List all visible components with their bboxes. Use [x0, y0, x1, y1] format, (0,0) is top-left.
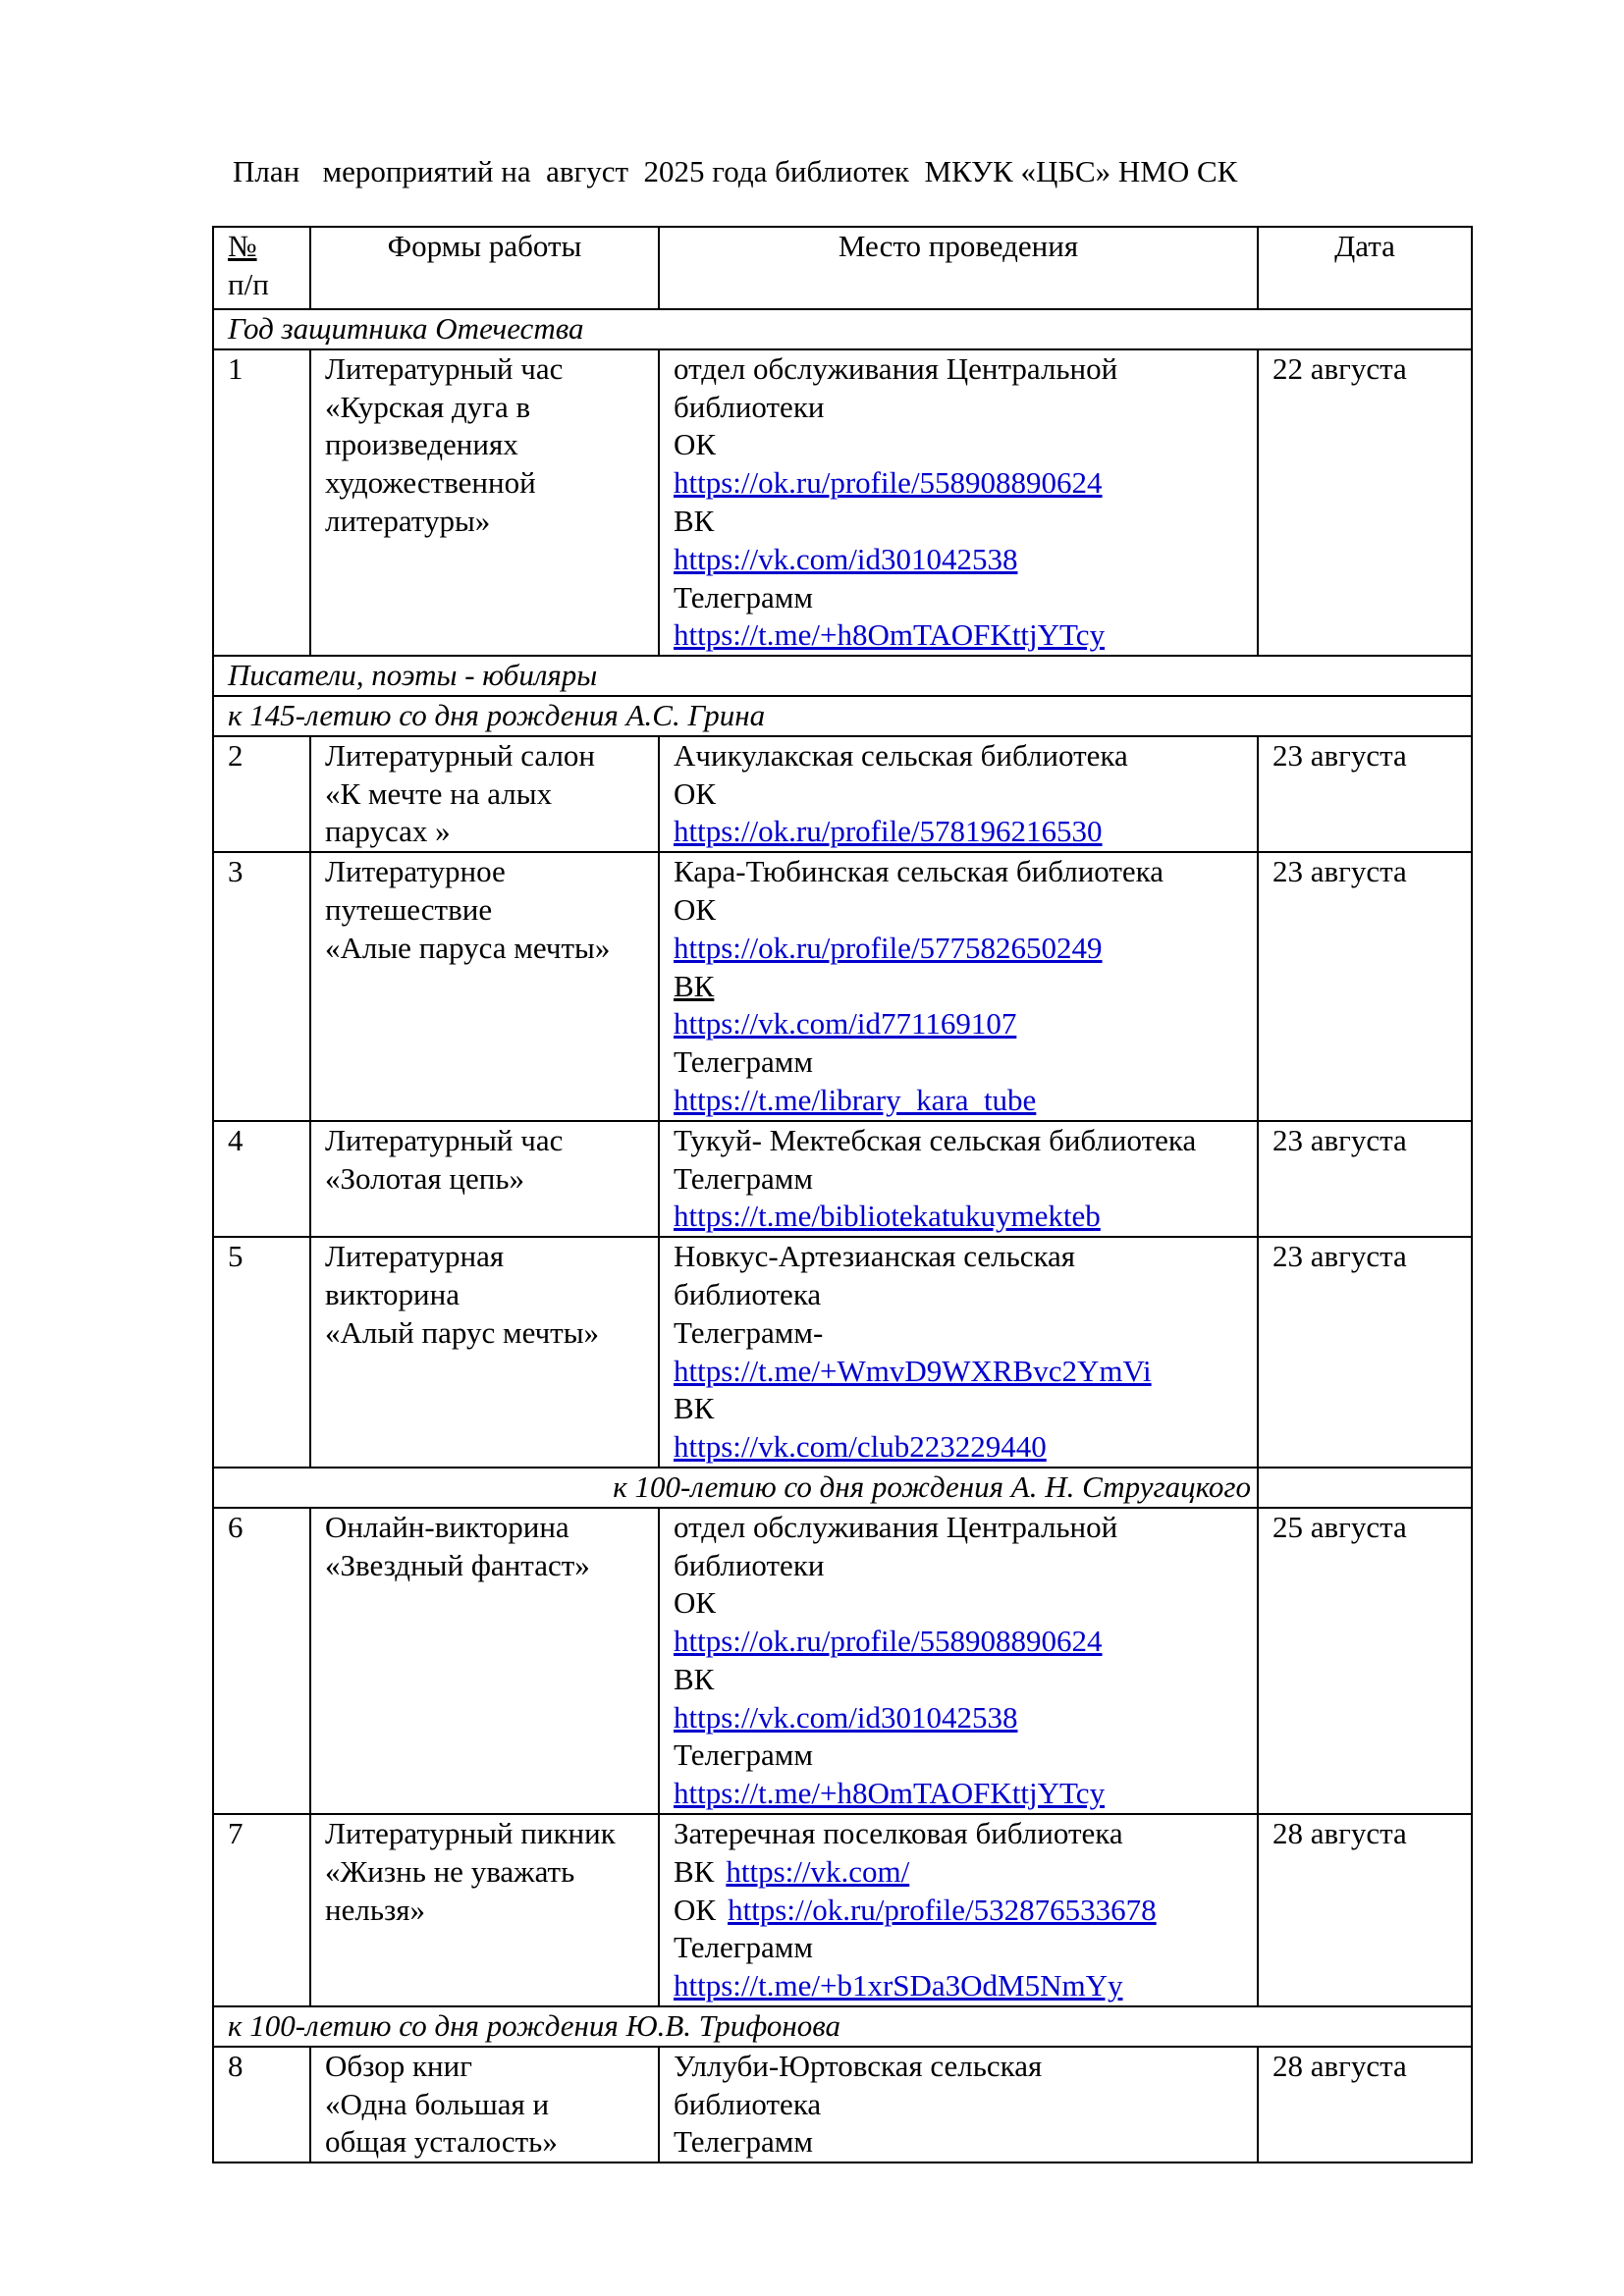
- section-title: к 145-летию со дня рождения А.С. Грина: [213, 696, 1472, 736]
- vk-label: ВК: [674, 1661, 715, 1696]
- telegram-label: Телеграмм: [674, 1930, 813, 1965]
- row-number: 3: [213, 852, 310, 1121]
- row-place: [659, 349, 1258, 656]
- row-date: 28 августа: [1258, 2047, 1472, 2163]
- table-row: [213, 1121, 1472, 1237]
- telegram-label: Телеграмм: [674, 2124, 813, 2160]
- forms-line: «Одна большая и: [325, 2086, 550, 2121]
- forms-line: парусах »: [325, 814, 451, 849]
- row-forms: [310, 349, 659, 656]
- place-line: Новкус-Артезианская сельская: [674, 1239, 1076, 1274]
- row-date: 23 августа: [1258, 736, 1472, 852]
- header-number: [213, 227, 310, 309]
- ok-link[interactable]: https://ok.ru/profile/577582650249: [674, 930, 1103, 965]
- row-number: 7: [213, 1814, 310, 2006]
- section-row: [213, 2006, 1472, 2047]
- place-line: Тукуй- Мектебская сельская библиотека: [674, 1122, 1197, 1157]
- section-empty-date-cell: [1258, 1468, 1472, 1508]
- section-row: [213, 656, 1472, 696]
- place-line: Кара-Тюбинская сельская библиотека: [674, 854, 1164, 889]
- table-row: [213, 1814, 1472, 2006]
- section-title: к 100-летию со дня рождения А. Н. Стругацкого: [213, 1468, 1258, 1508]
- telegram-label: Телеграмм: [674, 1044, 813, 1080]
- section-title: Год защитника Отечества: [213, 309, 1472, 349]
- row-date: 28 августа: [1258, 1814, 1472, 2006]
- forms-line: путешествие: [325, 891, 493, 927]
- place-line: Затеречная поселковая библиотека: [674, 1816, 1123, 1851]
- table-row: [213, 1237, 1472, 1468]
- table-row: [213, 1508, 1472, 1814]
- telegram-label: Телеграмм: [674, 1160, 813, 1196]
- telegram-link[interactable]: https://t.me/library_kara_tube: [674, 1082, 1037, 1117]
- row-date: 23 августа: [1258, 1237, 1472, 1468]
- row-forms: [310, 1508, 659, 1814]
- vk-label: ВК: [674, 968, 715, 1003]
- row-number: 5: [213, 1237, 310, 1468]
- row-forms: [310, 1814, 659, 2006]
- forms-line: «К мечте на алых: [325, 775, 553, 811]
- forms-line: Литературный пикник: [325, 1816, 616, 1851]
- row-number: 6: [213, 1508, 310, 1814]
- row-number: 8: [213, 2047, 310, 2163]
- table-row: [213, 736, 1472, 852]
- place-line: Уллуби-Юртовская сельская: [674, 2048, 1043, 2083]
- section-row: [213, 1468, 1472, 1508]
- section-title: к 100-летию со дня рождения Ю.В. Трифонова: [213, 2006, 1472, 2047]
- vk-label: ВК: [674, 503, 715, 538]
- row-place: [659, 736, 1258, 852]
- forms-line: «Курская дуга в: [325, 389, 531, 424]
- telegram-link[interactable]: https://t.me/+h8OmTAOFKttjYTcy: [674, 1776, 1106, 1811]
- forms-line: общая усталость»: [325, 2124, 558, 2160]
- place-line: отдел обслуживания Центральной: [674, 1509, 1118, 1544]
- ok-label: ОК: [674, 891, 717, 927]
- forms-line: «Алые паруса мечты»: [325, 930, 611, 965]
- row-number: 2: [213, 736, 310, 852]
- row-place: [659, 1814, 1258, 2006]
- telegram-link[interactable]: https://t.me/+WmvD9WXRBvc2YmVi: [674, 1353, 1152, 1388]
- forms-line: Литературный салон: [325, 737, 596, 773]
- vk-link[interactable]: https://vk.com/id771169107: [674, 1006, 1017, 1041]
- section-row: [213, 696, 1472, 736]
- header-date: Дата: [1258, 227, 1472, 309]
- table-row: [213, 349, 1472, 656]
- vk-label: ВК: [674, 1391, 715, 1426]
- header-number-pp: п/п: [228, 266, 269, 301]
- vk-link[interactable]: https://vk.com/club223229440: [674, 1429, 1047, 1465]
- place-line: библиотеки: [674, 389, 825, 424]
- table-row: [213, 2047, 1472, 2163]
- section-title: Писатели, поэты - юбиляры: [213, 656, 1472, 696]
- forms-line: Литературный час: [325, 350, 564, 386]
- row-date: 22 августа: [1258, 349, 1472, 656]
- events-table: [212, 226, 1473, 2163]
- telegram-label: Телеграмм-: [674, 1314, 824, 1350]
- forms-line: Литературное: [325, 854, 506, 889]
- row-forms: [310, 736, 659, 852]
- ok-label: ОК: [674, 1585, 717, 1621]
- row-place: [659, 2047, 1258, 2163]
- row-forms: [310, 1121, 659, 1237]
- row-place: [659, 1121, 1258, 1237]
- row-place: [659, 852, 1258, 1121]
- ok-label: ОК: [674, 775, 717, 811]
- vk-link[interactable]: https://vk.com/id301042538: [674, 1699, 1018, 1735]
- forms-line: Обзор книг: [325, 2048, 472, 2083]
- ok-link[interactable]: https://ok.ru/profile/532876533678: [728, 1892, 1157, 1927]
- row-number: 1: [213, 349, 310, 656]
- place-line: отдел обслуживания Центральной: [674, 350, 1118, 386]
- place-line: библиотека: [674, 1276, 822, 1311]
- forms-line: «Жизнь не уважать: [325, 1853, 575, 1889]
- telegram-link[interactable]: https://t.me/bibliotekatukuymekteb: [674, 1199, 1101, 1234]
- forms-line: «Золотая цепь»: [325, 1160, 524, 1196]
- row-forms: [310, 2047, 659, 2163]
- forms-line: литературы»: [325, 503, 491, 538]
- vk-link[interactable]: https://vk.com/id301042538: [674, 541, 1018, 576]
- forms-line: Литературный час: [325, 1122, 564, 1157]
- header-number-sign: №: [228, 229, 257, 263]
- table-row: [213, 852, 1472, 1121]
- forms-line: «Алый парус мечты»: [325, 1314, 600, 1350]
- ok-label: ОК: [674, 1892, 717, 1927]
- header-place: Место проведения: [659, 227, 1258, 309]
- vk-link[interactable]: https://vk.com/: [726, 1853, 910, 1889]
- forms-line: викторина: [325, 1276, 460, 1311]
- document-title: План мероприятий на август 2025 года библиотек МКУК «ЦБС» НМО СК: [233, 154, 1238, 188]
- forms-line: художественной: [325, 465, 536, 501]
- telegram-link[interactable]: https://t.me/+h8OmTAOFKttjYTcy: [674, 617, 1106, 653]
- section-row: [213, 309, 1472, 349]
- forms-line: Литературная: [325, 1239, 505, 1274]
- place-line: библиотека: [674, 2086, 822, 2121]
- table-header-row: [213, 227, 1472, 309]
- forms-line: «Звездный фантаст»: [325, 1547, 590, 1582]
- forms-line: нельзя»: [325, 1892, 425, 1927]
- place-line: Ачикулакская сельская библиотека: [674, 737, 1128, 773]
- ok-label: ОК: [674, 427, 717, 462]
- row-forms: [310, 1237, 659, 1468]
- row-place: [659, 1237, 1258, 1468]
- row-date: 25 августа: [1258, 1508, 1472, 1814]
- telegram-label: Телеграмм: [674, 1737, 813, 1773]
- row-date: 23 августа: [1258, 852, 1472, 1121]
- telegram-label: Телеграмм: [674, 579, 813, 614]
- ok-link[interactable]: https://ok.ru/profile/558908890624: [674, 1624, 1103, 1659]
- ok-link[interactable]: https://ok.ru/profile/578196216530: [674, 814, 1103, 849]
- row-date: 23 августа: [1258, 1121, 1472, 1237]
- place-line: библиотеки: [674, 1547, 825, 1582]
- row-number: 4: [213, 1121, 310, 1237]
- header-forms: Формы работы: [310, 227, 659, 309]
- row-place: [659, 1508, 1258, 1814]
- vk-label: ВК: [674, 1853, 715, 1889]
- ok-link[interactable]: https://ok.ru/profile/558908890624: [674, 465, 1103, 501]
- row-forms: [310, 852, 659, 1121]
- forms-line: произведениях: [325, 427, 518, 462]
- forms-line: Онлайн-викторина: [325, 1509, 569, 1544]
- telegram-link[interactable]: https://t.me/+b1xrSDa3OdM5NmYy: [674, 1968, 1123, 2003]
